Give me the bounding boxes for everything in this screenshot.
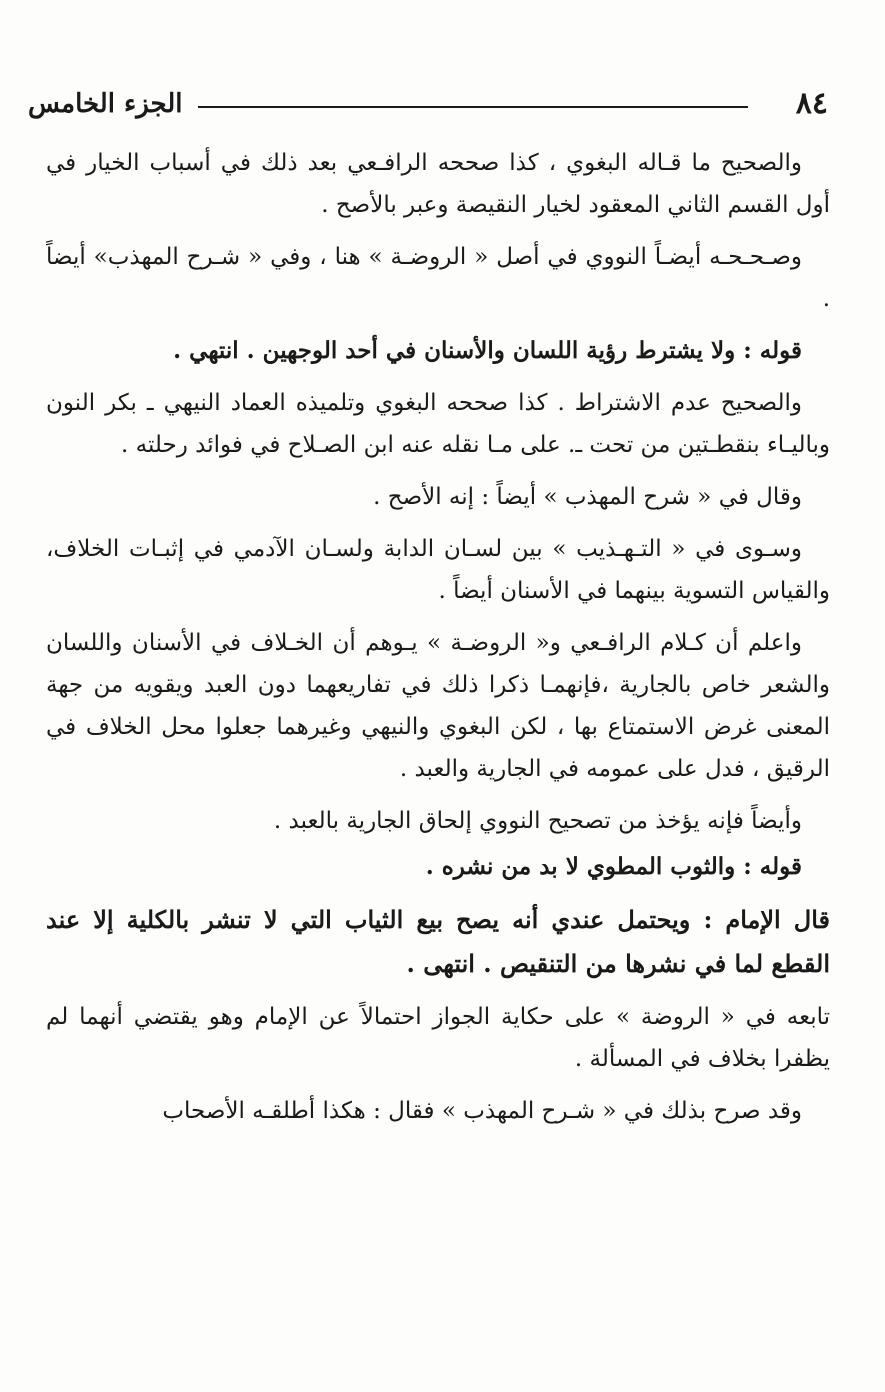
imam-quote: قال الإمام : ويحتمل عندي أنه يصح بيع الثياب التي لا تنشر بالكلية إلا عند القطع لما في نشرها من التنقيص . انتهى .	[46, 905, 830, 978]
header-rule	[198, 106, 748, 108]
paragraph-3: والصحيح عدم الاشتراط . كذا صححه البغوي وتلميذه العماد النيهي ـ بكر النون وباليـاء بنقطـتين من تحت ـ. على مـا نقله عنه ابن الصـلاح في فوائد رحلته .	[46, 390, 830, 458]
paragraph-2: وصـحـحـه أيضـاً النووي في أصل « الروضـة » هنا ، وفي « شـرح المهذب» أيضاً .	[46, 244, 830, 312]
page-header	[28, 82, 828, 132]
paragraph-7: وأيضاً فإنه يؤخذ من تصحيح النووي إلحاق الجارية بالعبد .	[273, 808, 802, 834]
page-body	[46, 142, 830, 1142]
paragraph-6: واعلم أن كـلام الرافـعي و« الروضـة » يـوهم أن الخـلاف في الأسنان واللسان والشعر خاص بالجارية ،فإنهمـا ذكرا ذلك في تفاريعهما دون العبد ويقويه من جهة المعنى غرض الاستمتاع بها ، لكن البغوي والنيهي وغيرهما جعلوا محل الخلاف في الرقيق ، فدل على عمومه في الجارية والعبد .	[46, 630, 830, 782]
paragraph-8: تابعه في « الروضة » على حكاية الجواز احتمالاً عن الإمام وهو يقتضي أنهما لم يظفرا بخلاف في المسألة .	[46, 1004, 830, 1072]
chapter-title: الجزء الخامس	[28, 89, 183, 119]
paragraph-4: وقال في « شرح المهذب » أيضاً : إنه الأصح .	[373, 484, 802, 510]
page-number: ٨٤	[795, 86, 828, 121]
quoted-statement-2: قوله : والثوب المطوي لا بد من نشره .	[425, 853, 802, 880]
paragraph-5: وسـوى في « التـهـذيب » بين لسـان الدابة ولسـان الآدمي في إثبـات الخلاف، والقياس التسوية بينهما في الأسنان أيضاً .	[46, 536, 830, 604]
paragraph-1: والصحيح ما قـاله البغوي ، كذا صححه الرافـعي بعد ذلك في أسباب الخيار في أول القسم الثاني المعقود لخيار النقيصة وعبر بالأصح .	[46, 150, 830, 218]
quoted-statement-1: قوله : ولا يشترط رؤية اللسان والأسنان في أحد الوجهين . انتهي .	[173, 337, 802, 364]
paragraph-9: وقد صرح بذلك في « شـرح المهذب » فقال : هكذا أطلقـه الأصحاب	[162, 1098, 802, 1124]
